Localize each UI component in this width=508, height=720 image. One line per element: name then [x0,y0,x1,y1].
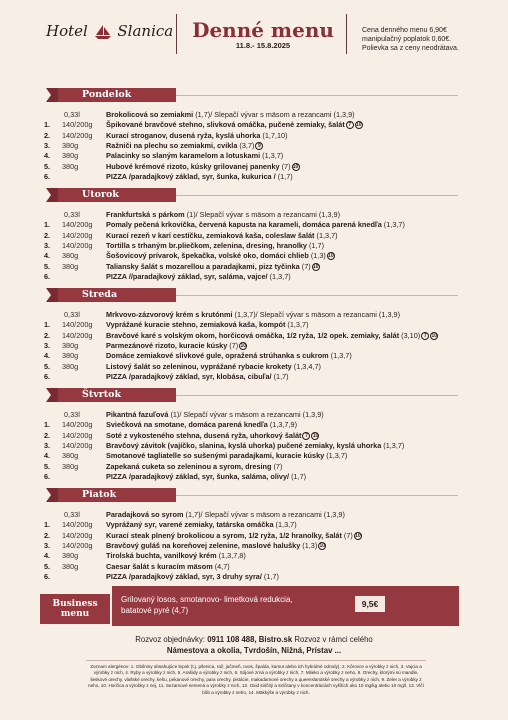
dish-name: Sviečková na smotane, domáca parená knedľa [106,420,268,430]
dish-weight: 140/200g [62,130,93,140]
day-rule [176,495,458,496]
hotel-logo [46,22,173,40]
allergen-badge-icon: 7 [421,332,429,340]
price-info-line: Cena denného menu 6,90€ [362,27,447,34]
dish-row [0,362,508,372]
dish-allergens: (1,3,7)/ Slepačí vývar s mäsom a rezancami (1,3,9) [232,310,401,319]
dish-row [0,541,508,551]
dish-weight: 140/200g [62,320,93,330]
dish-description [106,162,300,172]
dish-description [106,351,352,361]
dish-description [106,562,230,572]
dish-description [106,462,282,472]
dish-number: 3. [44,540,51,550]
business-menu-line: batatové pyré (4,7) [121,606,189,615]
dish-description [106,410,324,420]
dish-name: Smotanové tagliatelle so sušenými paradajkami, kuracie kúsky [106,451,325,461]
dish-name: PIZZA /paradajkový základ, syr, šunka, saláma, olivy/ [106,471,290,481]
dish-description [106,151,283,161]
dish-name: Soté z vykosteného stehna, dusená ryža, uhorkový šalát [106,430,302,440]
dish-weight: 380g [62,140,79,150]
dish-row [0,451,508,461]
dish-description [106,262,320,272]
dish-name: Vyprážaný syr, varené zemiaky, tatárska omáčka [106,520,274,530]
order-suffix: Rozvoz v rámci celého [292,635,373,644]
sailboat-icon [94,24,112,40]
day-rule [176,95,458,96]
allergen-badge-icon: 7 [302,432,310,440]
divider-left [176,14,177,54]
allergen-badge-icon: 9 [255,142,263,150]
dish-row [0,141,508,151]
dish-weight: 140/200g [62,420,93,430]
dish-name: PIZZA /paradajkový základ, syr, šunka, kukurica / [106,171,276,181]
dish-row [0,120,508,130]
dish-weight: 140/200g [62,240,93,250]
dish-number: 2. [44,130,51,140]
dish-number: 4. [44,551,51,561]
dish-allergens: (1,3,7) [381,220,405,230]
dish-allergens: (1)/ Slepačí vývar s mäsom a rezancami (1,3,9) [168,410,324,419]
dish-allergens: (1,7) [307,240,325,250]
dish-number: 3. [44,440,51,450]
dish-weight: 140/200g [62,440,93,450]
dish-number: 5. [44,461,51,471]
dish-weight: 380g [62,561,79,571]
price-info-line: Polievka sa z ceny neodrátava. [362,45,459,52]
dish-description [106,362,321,372]
dish-weight: 380g [62,151,79,161]
dish-description [106,472,306,482]
day-banner: Štvrtok [58,388,176,402]
dish-description [106,141,263,151]
dish-description [106,320,309,330]
dish-name: Tirolská buchta, vanilkový krém [106,551,217,561]
dish-description [106,551,246,561]
dish-name: Bravčový závitok (vajíčko, slanina, kyslá uhorka) pučené zemiaky, kyslá uhorka [106,440,382,450]
dish-row [0,131,508,141]
dish-number: 2. [44,230,51,240]
dish-name: Kurací stroganov, dusená ryža, kyslá uhorka [106,130,261,140]
business-menu-line: Grilovaný losos, smotanovo- limetková redukcia, [121,595,293,604]
dish-allergens: (1,3,7) [381,440,405,450]
dish-name: Listový šalát so zeleninou, vyprážané rybacie krokety [106,361,292,371]
allergen-badge-icon: 10 [355,532,361,539]
dish-row [0,462,508,472]
dish-name: Pikantná fazuľová [106,410,169,419]
dish-allergens: (7) [279,161,291,171]
day-rule [176,195,458,196]
dish-name: Tortilla s trhaným br.pliečkom, zelenina, dresing, hranolky [106,240,307,250]
dish-row [0,341,508,351]
dish-allergens: (7) [299,261,311,271]
dish-allergens: (1,3,4,7) [291,361,321,371]
dish-number: 5. [44,161,51,171]
order-phone: 0911 108 488, Bistro.sk [207,635,293,644]
dish-description [106,420,297,430]
dish-name: Mrkvovo-zázvorový krém s krutónmi [106,310,233,319]
dish-name: Taliansky šalát s mozarellou a paradajkami, pizz tyčinka [106,261,300,271]
dish-allergens: (1,3,7) [260,151,284,161]
dish-number: 3. [44,240,51,250]
dish-row [0,251,508,261]
dish-allergens: (7) [341,530,353,540]
dish-number: 5. [44,261,51,271]
dish-number: 3. [44,340,51,350]
dish-description [106,541,326,551]
dish-name: Hubové krémové rizoto, kúsky grilovanej panenky [106,161,280,171]
dish-description [106,220,405,230]
dish-description [106,241,324,251]
dish-description [106,451,347,461]
dish-name: Bravčový guláš na koreňovej zelenine, maslové halušky [106,540,301,550]
dish-name: Vyprážané kuracie stehno, zemiaková kaša, kompót [106,320,286,330]
dish-row [0,172,508,182]
dish-allergens: (1,3) [308,251,326,261]
day-banner: Utorok [58,188,176,202]
dish-weight: 0,33l [64,210,80,219]
dish-number: 6. [44,471,51,481]
soup-row [0,410,508,420]
dish-number: 1. [44,120,51,130]
allergen-badge-icon: 10 [328,253,334,260]
dish-description [106,172,293,182]
dish-number: 3. [44,140,51,150]
dish-name: Domáce zemiakové slivkové gule, opražená strúhanka s cukrom [106,351,329,361]
business-menu-box [112,586,459,626]
day-banner: Pondelok [58,88,176,102]
dish-number: 6. [44,571,51,581]
dish-description [106,341,247,351]
dish-allergens: (1,3,7) [328,351,352,361]
dish-description [106,231,338,241]
dish-description [106,331,438,341]
dish-name: Špikované bravčové stehno, slivková omáčka, pučené zemiaky, šalát [106,120,345,130]
menu-header [0,0,508,70]
allergen-badge-icon: 10 [319,542,326,549]
dish-name: Pomaly pečená krkovička, červená kapusta na karameli, domáca parená knedľa [106,220,382,230]
dish-row [0,331,508,341]
dish-weight: 380g [62,261,79,271]
dish-name: Šošovicový prívarok, špekačka, volské oko, domáci chlieb [106,251,309,261]
dish-allergens: (7) [227,340,239,350]
business-label-line: menu [60,609,90,619]
dish-description [106,372,289,382]
dish-description [106,272,291,282]
business-menu-label [40,594,110,624]
dish-allergens: (1,3) [300,540,318,550]
dish-description [106,510,345,520]
dish-weight: 0,33l [64,110,80,119]
dish-allergens: (1,7) [289,471,307,481]
dish-allergens: (4,7) [212,561,230,571]
dish-row [0,441,508,451]
allergen-badge-icon: 10 [240,342,246,349]
dish-number: 2. [44,530,51,540]
dish-row [0,551,508,561]
dish-allergens: (7) [271,461,283,471]
dish-name: Brokolicová so zemiakmi [106,110,194,119]
soup-row [0,110,508,120]
dish-allergens: (1,3,7,9) [267,420,297,430]
dish-name: Ražniči na plechu so zemiakmi, cvikla [106,140,238,150]
allergen-badge-icon: 10 [431,332,437,339]
allergen-badge-icon: 7 [346,121,354,129]
dish-weight: 380g [62,251,79,261]
dish-row [0,162,508,172]
menu-dates: 11.8.- 15.8.2025 [235,41,291,50]
dish-row [0,262,508,272]
dish-name: Caesar šalát s kuracím mäsom [106,561,213,571]
dish-number: 6. [44,271,51,281]
dish-allergens: (3,7) [237,140,255,150]
dish-name: PIZZA /paradajkový základ, syr, 3 druhy syra/ [106,571,262,581]
day-rule [176,295,458,296]
dish-weight: 380g [62,551,79,561]
dish-name: Bravčové karé s volským okom, horčicová omáčka, 1/2 ryža, 1/2 opek. zemiaky, šalát [106,330,400,340]
dish-number: 1. [44,520,51,530]
order-info [0,634,508,645]
allergen-list: Zoznam alergénov: 1. Obilniny obsahujúce lepok (t.j. pšenica, raž, jačmeň, ovos, špalda, kamut alebo ich hybridné odrody), 2. Kôrovce a výrobky z nich, 3. Vajcia a výrobky z nich, 4. Ryby a výrobky z nich, 5. Arašidy a výrobky z nich, 6. Sójové zrná a výrobky z nich, 7. Mlieko a výrobky z neho, 8. Orechy, ktorými sú mandle, lieskové orechy, vlašské orechy, kešu, pekanové orechy, para orechy, pistácie, makadamové orechy a queenslandské orechy a výrobky z nich, 9. Zeler a výrobky z neho, 10. Horčica a výrobky z nej, 11. Sezamové semená a výrobky z nich, 12. Oxid siričitý a siričitany v koncentráciách vyšších ako 10 mg/kg alebo 10 mg/l, 13. Vlčí bôb a výrobky z neho, 14. Mäkkýše a výrobky z nich. [86,660,426,696]
soup-row [0,510,508,520]
dish-weight: 380g [62,351,79,361]
dish-name: Parmezánové rizoto, kuracie kúsky [106,340,228,350]
dish-allergens: (1,3,7) [285,320,309,330]
dish-weight: 0,33l [64,310,80,319]
dish-weight: 380g [62,161,79,171]
dish-row [0,431,508,441]
divider-right [346,14,347,54]
dish-name: PIZZA /paradajkový základ, syr, klobása, cibuľa/ [106,371,272,381]
dish-description [106,441,404,451]
dish-number: 4. [44,151,51,161]
dish-description [106,520,297,530]
dish-allergens: (1,3,7,8) [216,551,246,561]
soup-row [0,310,508,320]
dish-row [0,351,508,361]
dish-number: 1. [44,420,51,430]
dish-allergens: (1,7) [275,171,293,181]
dish-row [0,420,508,430]
dish-row [0,320,508,330]
dish-weight: 140/200g [62,530,93,540]
dish-description [106,131,288,141]
dish-description [106,210,340,220]
order-area: Námestova a okolia, Tvrdošín, Nižná, Prístav ... [166,646,342,655]
dish-number: 5. [44,361,51,371]
allergen-badge-icon: 10 [355,122,362,129]
dish-name: PIZZA //paradajkový základ, syr, saláma, vajce/ [106,271,268,281]
price-info [362,26,459,53]
dish-description [106,120,363,130]
dish-allergens: (1,7)/ Slepačí vývar s mäsom a rezancami (1,3,9) [193,110,355,119]
dish-weight: 140/200g [62,230,93,240]
dish-weight: 380g [62,361,79,371]
day-banner: Streda [58,288,176,302]
business-menu-price: 9,5€ [355,596,385,612]
dish-weight: 0,33l [64,510,80,519]
dish-row [0,531,508,541]
dish-weight: 380g [62,461,79,471]
dish-number: 6. [44,171,51,181]
dish-description [106,572,279,582]
dish-allergens: (1,3,7) [314,230,338,240]
dish-row [0,472,508,482]
dish-number: 2. [44,330,51,340]
dish-description [106,110,355,120]
dish-number: 1. [44,320,51,330]
dish-weight: 140/200g [62,120,93,130]
dish-description [106,431,319,441]
dish-number: 6. [44,371,51,381]
dish-row [0,220,508,230]
dish-allergens: (1,7) [271,371,289,381]
dish-weight: 140/200g [62,430,93,440]
allergen-badge-icon: 10 [312,432,319,439]
dish-name: Paradajková so syrom [106,510,184,519]
order-prefix: Rozvoz objednávky: [135,635,208,644]
dish-row [0,241,508,251]
dish-weight: 140/200g [62,330,93,340]
page-title: Denné menu [192,18,334,42]
dish-number: 2. [44,430,51,440]
dish-row [0,562,508,572]
dish-number: 4. [44,351,51,361]
dish-allergens: (1,3,7) [324,451,348,461]
dish-weight: 140/200g [62,220,93,230]
dish-description [106,310,400,320]
dish-name: Palacinky so slaným karamelom a lotuskami [106,151,261,161]
logo-word-hotel: Hotel [46,22,88,40]
dish-weight: 380g [62,451,79,461]
dish-allergens: (1,3,7) [273,520,297,530]
dish-weight: 140/200g [62,520,93,530]
dish-weight: 0,33l [64,410,80,419]
day-rule [176,395,458,396]
soup-row [0,210,508,220]
allergen-badge-icon: 10 [292,163,299,170]
dish-allergens: (1,3,7) [267,271,291,281]
dish-allergens: (1,7)/ Slepačí vývar s mäsom a rezancami (1,3,9) [183,510,345,519]
dish-row [0,231,508,241]
dish-number: 4. [44,451,51,461]
dish-name: Frankfurtská s párkom [106,210,185,219]
business-label-line: Business [52,599,98,609]
dish-description [106,251,335,261]
dish-weight: 140/200g [62,540,93,550]
dish-number: 1. [44,220,51,230]
dish-allergens: (1,7,10) [260,130,288,140]
dish-allergens: (1)/ Slepačí vývar s mäsom a rezancami (1,3,9) [184,210,340,219]
price-info-line: manipulačný poplatok 0,60€. [362,36,452,43]
dish-number: 5. [44,561,51,571]
dish-row [0,372,508,382]
dish-weight: 380g [62,340,79,350]
dish-row [0,272,508,282]
day-banner: Piatok [58,488,176,502]
dish-allergens: (3,10) [399,330,421,340]
dish-allergens: (1,7) [261,571,279,581]
allergen-badge-icon: 10 [312,263,319,270]
dish-row [0,151,508,161]
dish-row [0,572,508,582]
dish-row [0,520,508,530]
logo-word-slanica: Slanica [117,22,174,40]
dish-number: 4. [44,251,51,261]
dish-description [106,531,362,541]
dish-name: Zapekaná cuketa so zeleninou a syrom, dresing [106,461,272,471]
dish-name: Kurací steak plnený brokolicou a syrom, 1/2 ryža, 1/2 hranolky, šalát [106,530,342,540]
dish-name: Kurací rezeň v karí cestíčku, zemiaková kaša, coleslaw šalát [106,230,315,240]
